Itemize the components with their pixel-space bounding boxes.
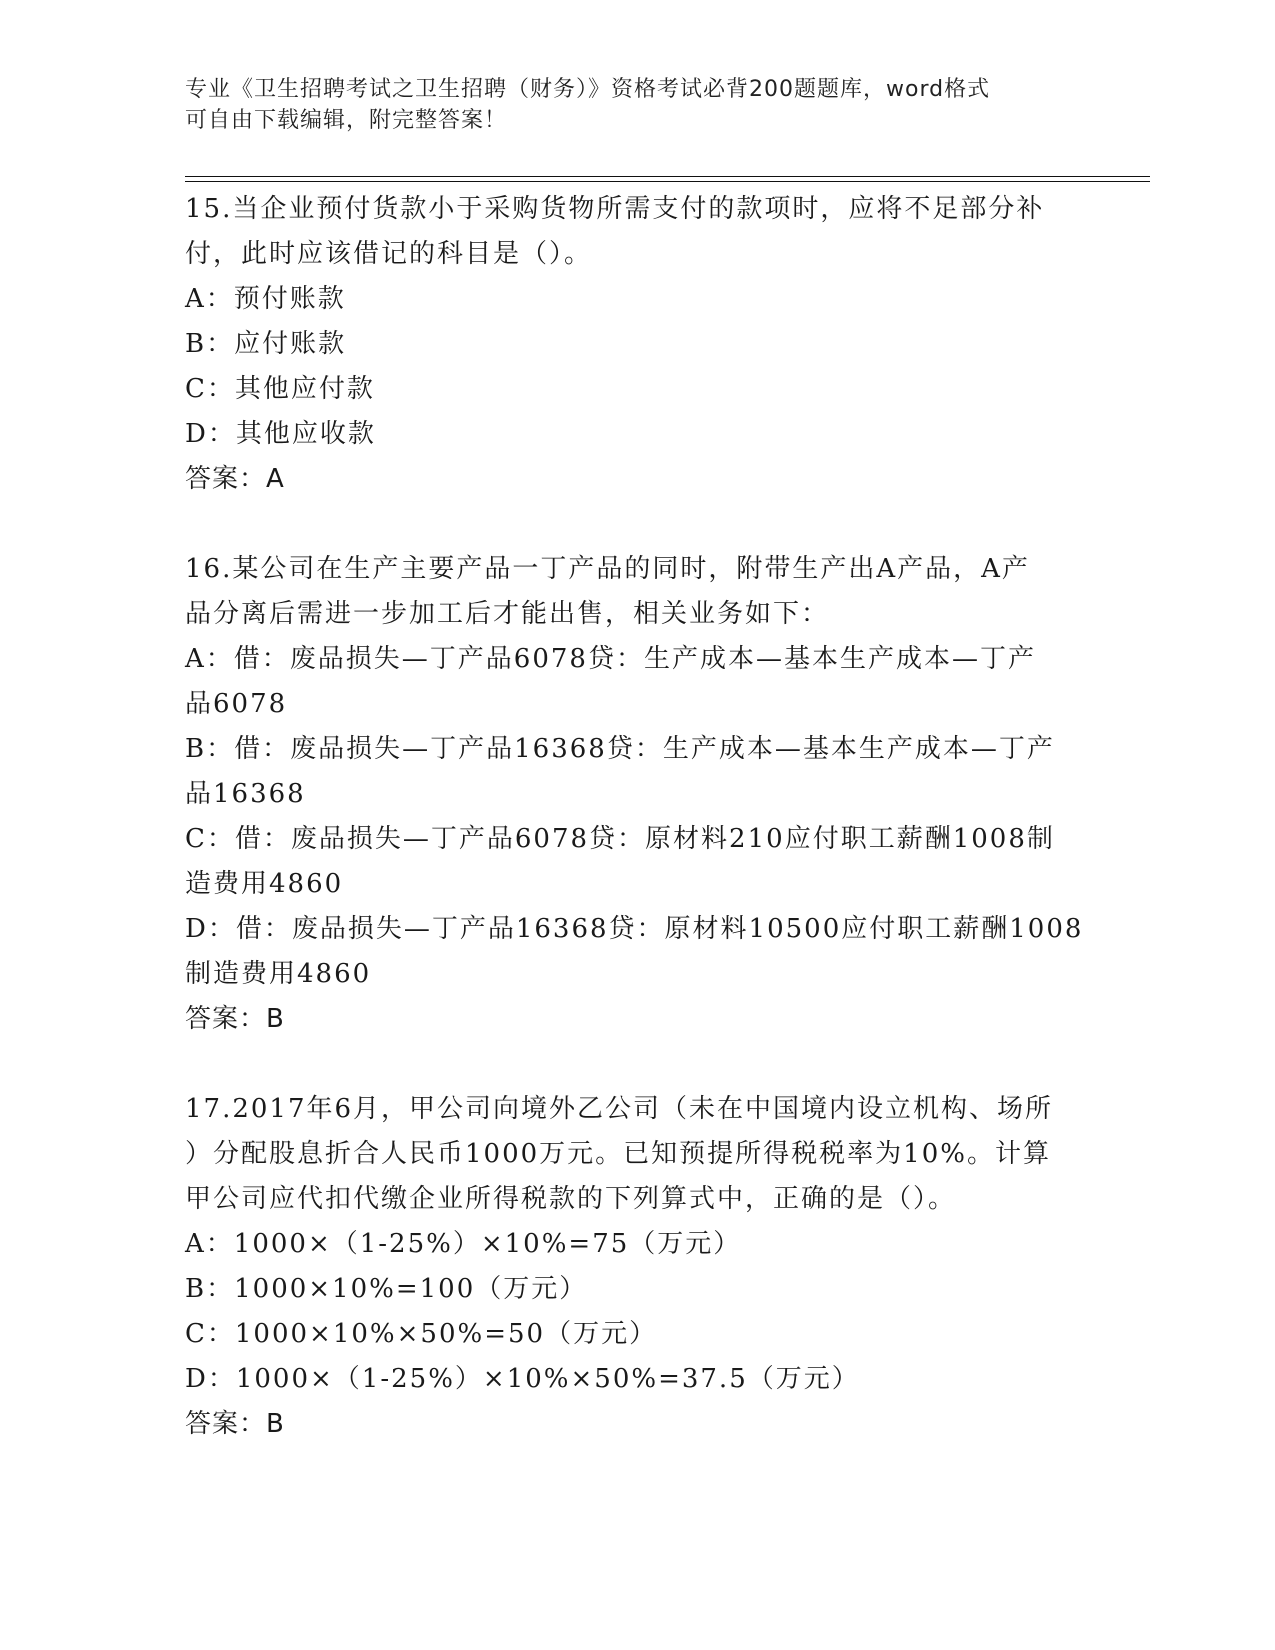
question-stem-line: 17.2017年6月，甲公司向境外乙公司（未在中国境内设立机构、场所 [185, 1094, 1054, 1124]
option-a: A：预付账款 [185, 284, 346, 314]
option-d: D：借：废品损失—丁产品16368贷：原材料10500应付职工薪酬1008 [185, 914, 1084, 944]
header-line-1: 专业《卫生招聘考试之卫生招聘（财务）》资格考试必背200题题库，word格式 [185, 77, 991, 102]
answer-label: 答案：B [185, 1004, 285, 1034]
option-d-continued: 制造费用4860 [185, 959, 372, 989]
header-divider-top [185, 176, 1150, 177]
option-b: B：借：废品损失—丁产品16368贷：生产成本—基本生产成本—丁产 [185, 734, 1055, 764]
question-15 [185, 187, 1085, 502]
option-d: D：其他应收款 [185, 419, 376, 449]
question-stem-line: 甲公司应代扣代缴企业所得税款的下列算式中，正确的是（）。 [185, 1184, 957, 1214]
option-a-continued: 品6078 [185, 689, 288, 719]
question-stem-line: 15.当企业预付货款小于采购货物所需支付的款项时，应将不足部分补 [185, 194, 1045, 224]
option-b: B：应付账款 [185, 329, 347, 359]
option-c: C：其他应付款 [185, 374, 375, 404]
option-d: D：1000×（1-25%）×10%×50%=37.5（万元） [185, 1364, 860, 1394]
question-stem-line: ）分配股息折合人民币1000万元。已知预提所得税税率为10%。计算 [185, 1139, 1051, 1169]
option-a: A：借：废品损失—丁产品6078贷：生产成本—基本生产成本—丁产 [185, 644, 1036, 674]
answer-label: 答案：A [185, 464, 285, 494]
question-17 [185, 1087, 1085, 1447]
header-divider-bottom [185, 181, 1150, 182]
option-b: B：1000×10%=100（万元） [185, 1274, 588, 1304]
option-c: C：1000×10%×50%=50（万元） [185, 1319, 658, 1349]
question-stem-line: 付，此时应该借记的科目是（）。 [185, 239, 593, 269]
option-b-continued: 品16368 [185, 779, 306, 809]
question-stem-line: 品分离后需进一步加工后才能出售，相关业务如下： [185, 599, 830, 629]
header-line-2: 可自由下载编辑，附完整答案！ [185, 108, 508, 133]
answer-label: 答案：B [185, 1409, 285, 1439]
question-stem-line: 16.某公司在生产主要产品一丁产品的同时，附带生产出A产品，A产 [185, 554, 1030, 584]
document-header [185, 74, 1065, 136]
question-16 [185, 547, 1085, 1042]
option-c-continued: 造费用4860 [185, 869, 344, 899]
option-c: C：借：废品损失—丁产品6078贷：原材料210应付职工薪酬1008制 [185, 824, 1055, 854]
question-spacer [185, 1042, 1085, 1087]
question-spacer [185, 502, 1085, 547]
question-list [185, 187, 1085, 1447]
option-a: A：1000×（1-25%）×10%=75（万元） [185, 1229, 742, 1259]
